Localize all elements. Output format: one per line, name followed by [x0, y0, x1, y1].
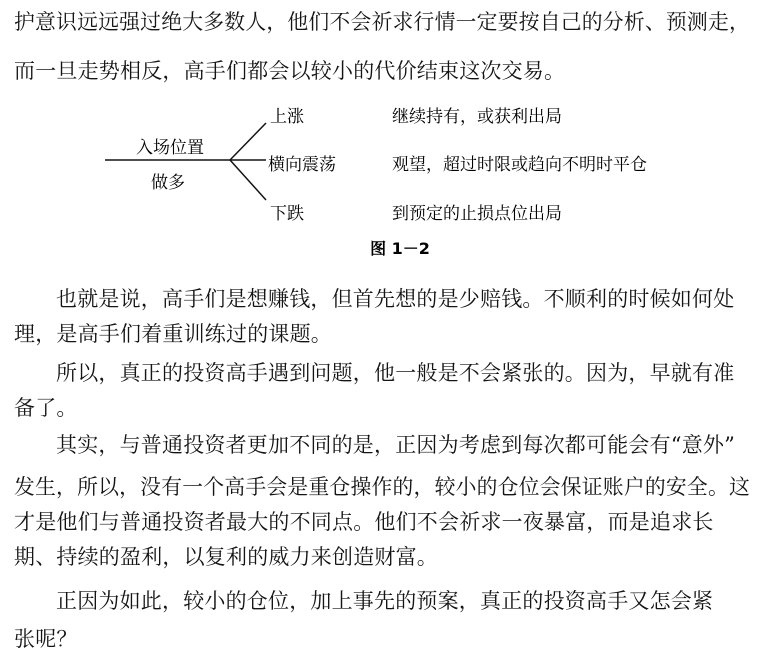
paragraph-3-line-3: 才是他们与普通投资者最大的不同点。他们不会祈求一夜暴富，而是追求长	[14, 510, 714, 534]
action-wait-label: 观望，超过时限或趋向不明时平仓	[392, 155, 647, 175]
branch-line-up	[230, 123, 266, 160]
entry-position-label: 入场位置	[136, 138, 204, 158]
action-hold-label: 继续持有，或获利出局	[392, 107, 562, 127]
paragraph-2-line-2: 备了。	[14, 396, 78, 420]
intro-line-1: 护意识远远强过绝大多数人，他们不会祈求行情一定要按自己的分析、预测走，	[14, 10, 750, 34]
intro-line-2: 而一旦走势相反，高手们都会以较小的代价结束这次交易。	[14, 59, 566, 83]
trend-up-label: 上涨	[270, 107, 304, 127]
paragraph-3-line-2: 发生，所以，没有一个高手会是重仓操作的，较小的仓位会保证账户的安全。这	[14, 475, 750, 499]
branch-line-down	[230, 160, 266, 200]
figure-caption: 图 1－2	[370, 239, 430, 258]
paragraph-3-line-1: 其实，与普通投资者更加不同的是，正因为考虑到每次都可能会有“意外”	[56, 433, 736, 457]
paragraph-4-line-2: 张呢？	[14, 627, 78, 651]
paragraph-4-line-1: 正因为如此，较小的仓位，加上事先的预案，真正的投资高手又怎会紧	[56, 589, 714, 613]
trend-down-label: 下跌	[270, 204, 304, 224]
paragraph-3-line-4: 期、持续的盈利，以复利的威力来创造财富。	[14, 545, 438, 569]
go-long-label: 做多	[151, 173, 185, 193]
action-stoploss-label: 到预定的止损点位出局	[392, 204, 562, 224]
trend-sideways-label: 横向震荡	[268, 155, 336, 175]
paragraph-1-line-1: 也就是说，高手们是想赚钱，但首先想的是少赔钱。不顺利的时候如何处	[56, 287, 735, 311]
paragraph-1-line-2: 理，是高手们着重训练过的课题。	[14, 322, 332, 346]
paragraph-2-line-1: 所以，真正的投资高手遇到问题，他一般是不会紧张的。因为，早就有准	[56, 361, 735, 385]
